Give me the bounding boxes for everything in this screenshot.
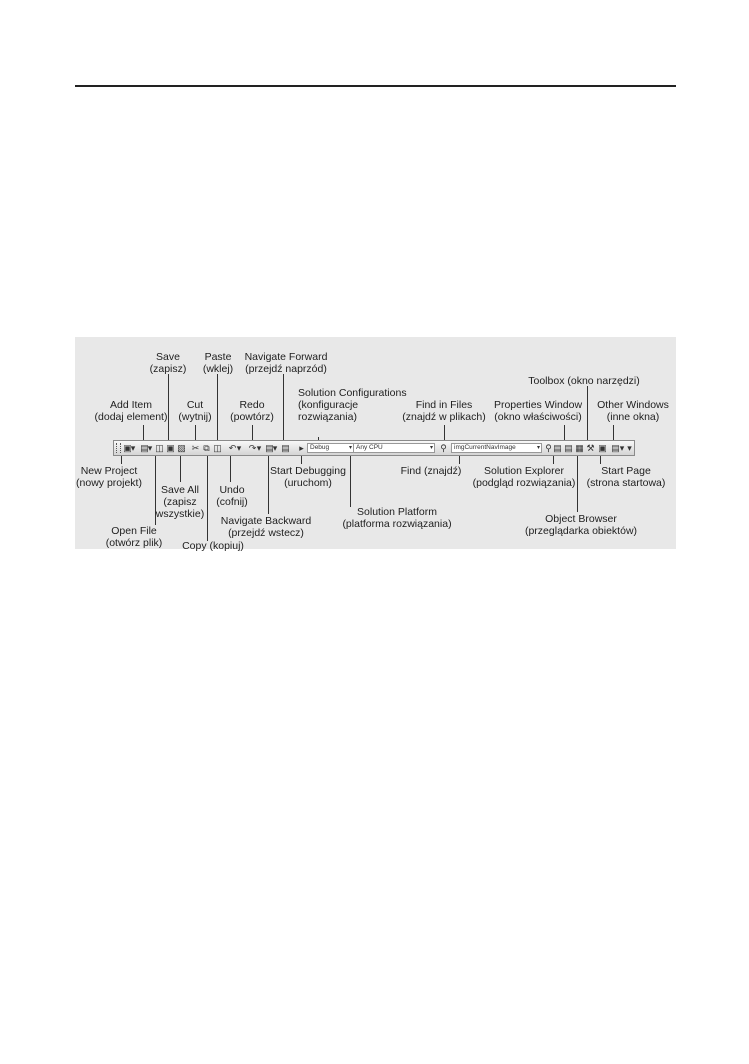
label-cut: Cut (wytnij) <box>178 399 212 423</box>
leader-add-item <box>143 425 144 440</box>
leader-start-page <box>600 456 601 464</box>
leader-toolbox <box>587 386 588 440</box>
redo-dropdown-icon[interactable]: ▾ <box>256 443 262 453</box>
undo-icon[interactable]: ↶ <box>228 443 237 453</box>
find-combo[interactable] <box>451 443 542 453</box>
properties-window-icon[interactable]: ▤ <box>564 443 573 453</box>
leader-paste <box>217 374 218 440</box>
other-windows-icon[interactable]: ▤ <box>611 443 620 453</box>
label-new-project: New Project (nowy projekt) <box>76 465 142 489</box>
label-open-file: Open File (otwórz plik) <box>105 525 163 549</box>
leader-find <box>459 456 460 464</box>
redo-icon[interactable]: ↷ <box>248 443 257 453</box>
leader-solution-platform <box>350 456 351 507</box>
solution-configurations-combo[interactable] <box>307 443 354 453</box>
leader-save <box>168 374 169 440</box>
leader-solution-explorer <box>553 456 554 464</box>
find-value: imgCurrentNavImage <box>454 444 516 451</box>
leader-find-in-files <box>444 425 445 440</box>
label-start-debugging: Start Debugging (uruchom) <box>270 465 346 489</box>
undo-dropdown-icon[interactable]: ▾ <box>236 443 242 453</box>
label-properties-window: Properties Window (okno właściwości) <box>493 399 583 423</box>
label-navigate-backward: Navigate Backward (przejdź wstecz) <box>220 515 312 539</box>
toolbar-options-icon[interactable]: ▾ <box>627 443 632 453</box>
label-find-in-files: Find in Files (znajdź w plikach) <box>402 399 486 423</box>
leader-object-browser <box>577 456 578 512</box>
standard-toolbar <box>113 440 635 456</box>
add-item-icon[interactable]: ▤ <box>140 443 149 453</box>
label-solution-explorer: Solution Explorer (podgląd rozwiązania) <box>472 465 576 489</box>
navigate-backward-dropdown-icon[interactable]: ▾ <box>272 443 278 453</box>
label-solution-configurations: Solution Configurations (konfiguracje rozwiązania) <box>298 387 407 423</box>
leader-navigate-backward <box>268 456 269 514</box>
start-debugging-icon[interactable]: ▸ <box>299 443 304 453</box>
label-other-windows: Other Windows (inne okna) <box>597 399 669 423</box>
label-undo: Undo (cofnij) <box>216 484 248 508</box>
find-in-files-icon[interactable]: ⚲ <box>440 443 447 453</box>
other-windows-dropdown-icon[interactable]: ▾ <box>619 443 625 453</box>
copy-icon[interactable]: ⧉ <box>203 443 210 453</box>
label-start-page: Start Page (strona startowa) <box>586 465 666 489</box>
save-icon[interactable]: ▣ <box>166 443 175 453</box>
paste-icon[interactable]: ◫ <box>213 443 222 453</box>
cut-icon[interactable]: ✂ <box>191 443 200 453</box>
leader-cut <box>195 425 196 440</box>
leader-save-all <box>180 456 181 482</box>
navigate-forward-icon[interactable]: ▤ <box>281 443 290 453</box>
label-object-browser: Object Browser (przeglądarka obiektów) <box>524 513 638 537</box>
label-copy: Copy (kopiuj) <box>182 540 244 552</box>
leader-copy <box>207 456 208 541</box>
object-browser-icon[interactable]: ▦ <box>575 443 584 453</box>
solution-platform-value: Any CPU <box>356 444 383 451</box>
label-toolbox: Toolbox (okno narzędzi) <box>528 375 640 387</box>
leader-redo <box>252 425 253 440</box>
label-save: Save (zapisz) <box>149 351 187 375</box>
label-find: Find (znajdź) <box>400 465 462 477</box>
toolbar-grip-handle[interactable] <box>116 443 121 453</box>
leader-new-project <box>121 456 122 464</box>
new-project-icon[interactable]: ▣ <box>123 443 132 453</box>
leader-start-debugging <box>301 456 302 464</box>
save-all-icon[interactable]: ▧ <box>177 443 186 453</box>
leader-undo <box>230 456 231 482</box>
chevron-down-icon: ▾ <box>429 445 433 451</box>
leader-properties-window <box>564 425 565 440</box>
start-page-icon[interactable]: ▣ <box>598 443 607 453</box>
toolbox-icon[interactable]: ⚒ <box>586 443 595 453</box>
label-add-item: Add Item (dodaj element) <box>94 399 168 423</box>
label-paste: Paste (wklej) <box>202 351 234 375</box>
new-project-dropdown-icon[interactable]: ▾ <box>130 443 136 453</box>
page-top-rule <box>75 85 676 87</box>
leader-other-windows <box>613 425 614 440</box>
leader-navigate-forward <box>283 374 284 440</box>
chevron-down-icon: ▾ <box>536 445 540 451</box>
solution-configurations-value: Debug <box>310 444 330 451</box>
label-solution-platform: Solution Platform (platforma rozwiązania) <box>342 506 452 530</box>
find-icon[interactable]: ⚲ <box>545 443 552 453</box>
solution-explorer-icon[interactable]: ▤ <box>553 443 562 453</box>
open-file-icon[interactable]: ◫ <box>155 443 164 453</box>
label-save-all: Save All (zapisz wszystkie) <box>155 484 205 520</box>
label-redo: Redo (powtórz) <box>230 399 274 423</box>
solution-platform-combo[interactable] <box>353 443 435 453</box>
add-item-dropdown-icon[interactable]: ▾ <box>147 443 153 453</box>
navigate-backward-icon[interactable]: ▤ <box>265 443 274 453</box>
chevron-down-icon: ▾ <box>348 445 352 451</box>
label-navigate-forward: Navigate Forward (przejdź naprzód) <box>244 351 328 375</box>
